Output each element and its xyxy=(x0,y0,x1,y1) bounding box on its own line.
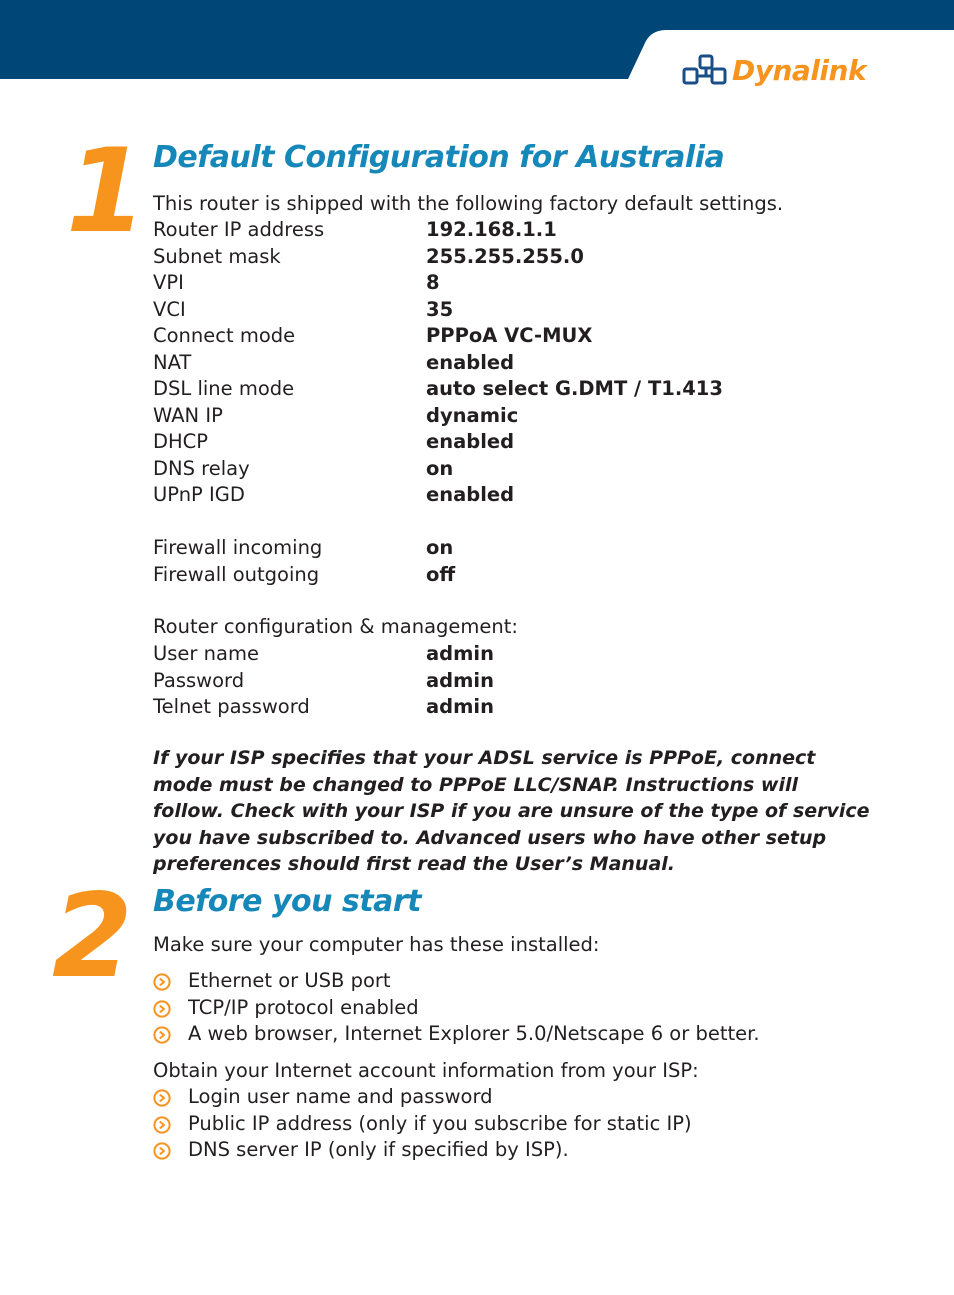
setting-value: admin xyxy=(426,642,495,665)
setting-label: DNS relay xyxy=(153,456,250,480)
setting-label: UPnP IGD xyxy=(153,483,245,506)
setting-label: Firewall outgoing xyxy=(153,562,320,586)
setting-value: on xyxy=(426,456,454,480)
setting-value: 35 xyxy=(426,297,454,321)
list-item xyxy=(153,995,760,1022)
list-item xyxy=(153,968,760,995)
setting-label: Firewall incoming xyxy=(153,536,323,559)
setting-value: 255.255.255.0 xyxy=(426,244,584,268)
requirements-list xyxy=(153,968,760,1048)
list-item-text: Ethernet or USB port xyxy=(188,969,391,992)
list-item xyxy=(153,1137,692,1164)
setting-label: Telnet password xyxy=(153,695,310,718)
list-item xyxy=(153,1021,760,1048)
setting-value: off xyxy=(426,562,456,586)
chevron-circle-icon xyxy=(153,973,171,991)
section-title-before-you-start: Before you start xyxy=(153,884,422,919)
setting-value: PPPoA VC-MUX xyxy=(426,324,593,347)
section-number-2: 2 xyxy=(52,869,133,1004)
section-intro: This router is shipped with the following factory default settings. xyxy=(153,192,784,215)
setting-value: enabled xyxy=(426,483,515,506)
setting-value: dynamic xyxy=(426,403,519,427)
setting-label: Connect mode xyxy=(153,324,296,347)
setting-label: NAT xyxy=(153,350,192,374)
list-item-text: A web browser, Internet Explorer 5.0/Netscape 6 or better. xyxy=(188,1022,760,1045)
setting-label: User name xyxy=(153,642,259,665)
chevron-circle-icon xyxy=(153,1089,171,1107)
setting-value: on xyxy=(426,536,454,559)
setting-value: 192.168.1.1 xyxy=(426,218,557,241)
list-item xyxy=(153,1111,692,1138)
setting-value: admin xyxy=(426,695,495,718)
management-heading: Router configuration & management: xyxy=(153,615,518,638)
list-item-text: DNS server IP (only if specified by ISP). xyxy=(188,1138,569,1161)
list-item-text: Public IP address (only if you subscribe for static IP) xyxy=(188,1111,692,1135)
setting-value: 8 xyxy=(426,271,440,294)
chevron-circle-icon xyxy=(153,1142,171,1160)
setting-value: enabled xyxy=(426,430,515,453)
list-item xyxy=(153,1084,692,1111)
setting-label: Subnet mask xyxy=(153,244,281,268)
brand-name: Dynalink xyxy=(732,53,867,87)
setting-label: VCI xyxy=(153,297,186,321)
setting-label: VPI xyxy=(153,271,184,294)
brand-logo xyxy=(682,50,866,90)
setting-value: admin xyxy=(426,668,495,692)
isp-info-list xyxy=(153,1084,692,1164)
setting-value: auto select G.DMT / T1.413 xyxy=(426,377,723,400)
dynalink-logo-icon xyxy=(682,52,728,88)
pppoe-note: If your ISP specifies that your ADSL service is PPPoE, connect mode must be changed to PPPoE LLC/SNAP. Instructions will follow. Check with your ISP if you are unsure of the type of service you have subscribed to. Advanced users who have other setup preferences should first read the User’s Manual. xyxy=(153,747,870,875)
chevron-circle-icon xyxy=(153,1000,171,1018)
list-item-text: TCP/IP protocol enabled xyxy=(188,995,419,1019)
chevron-circle-icon xyxy=(153,1026,171,1044)
setting-label: WAN IP xyxy=(153,403,223,427)
setting-label: Password xyxy=(153,668,245,692)
section-number-1: 1 xyxy=(66,124,147,259)
setting-label: DHCP xyxy=(153,430,209,453)
setting-label: DSL line mode xyxy=(153,377,295,400)
setting-value: enabled xyxy=(426,350,515,374)
requirements-intro: Make sure your computer has these installed: xyxy=(153,933,600,956)
list-item-text: Login user name and password xyxy=(188,1085,493,1108)
setting-label: Router IP address xyxy=(153,218,325,241)
section-title-default-config: Default Configuration for Australia xyxy=(153,140,725,175)
isp-intro: Obtain your Internet account information from your ISP: xyxy=(153,1059,699,1082)
chevron-circle-icon xyxy=(153,1116,171,1134)
